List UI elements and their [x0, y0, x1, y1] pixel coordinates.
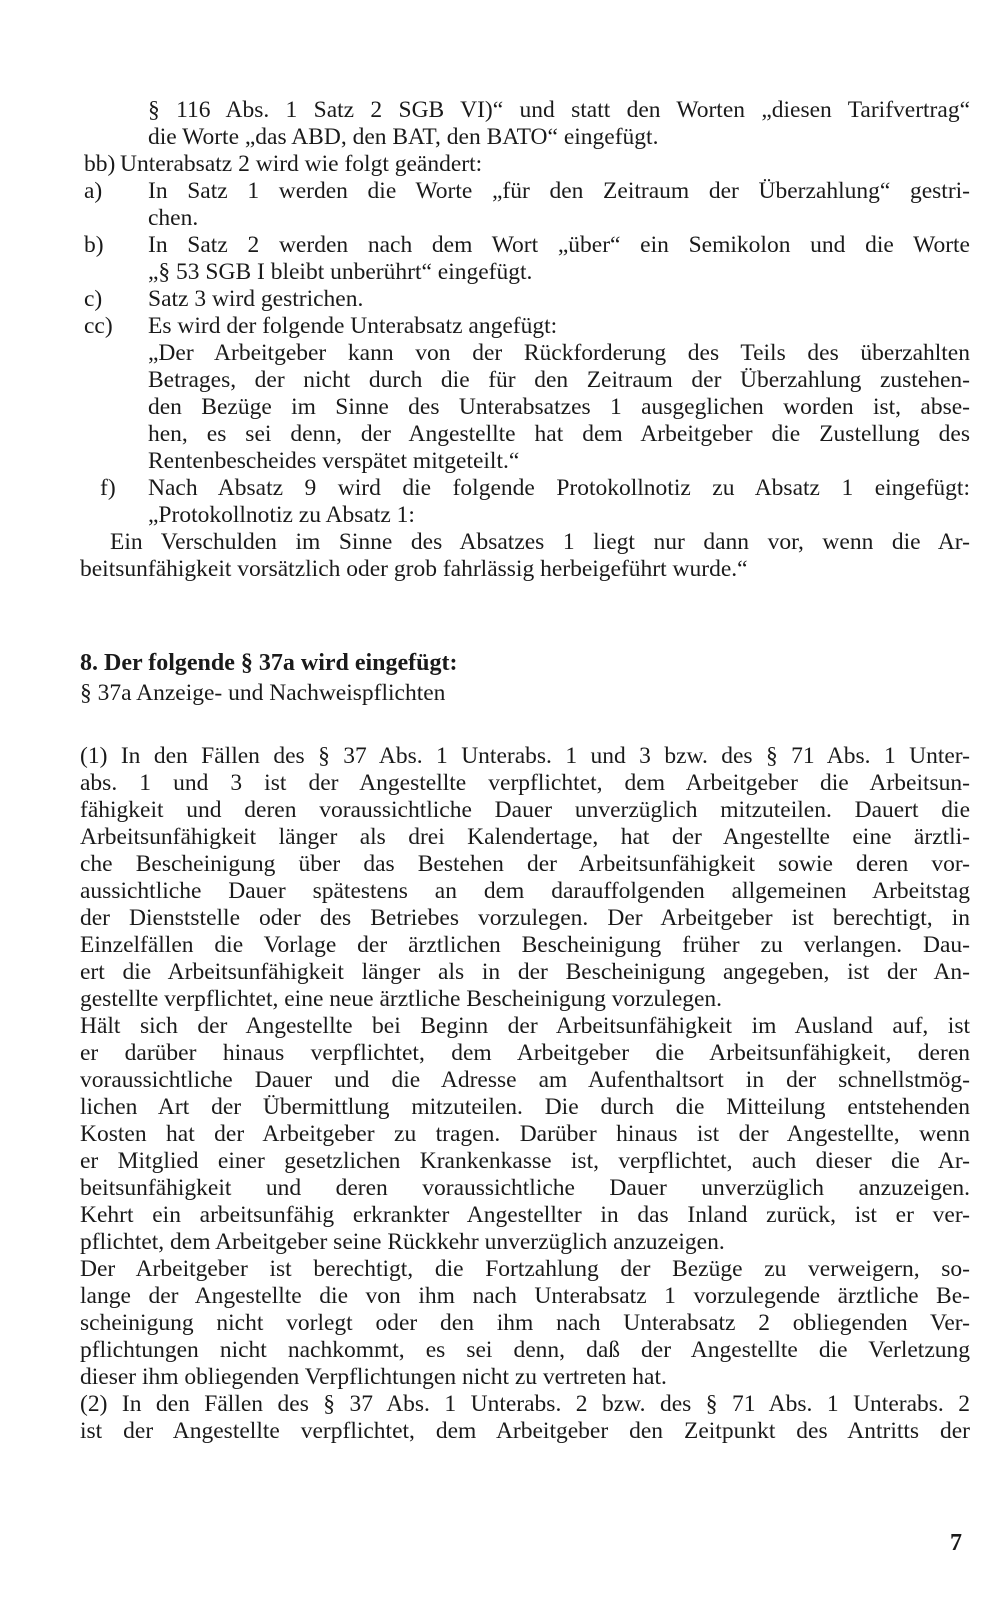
text-line: Rentenbescheides verspätet mitgeteilt.“	[148, 448, 520, 474]
list-label: a)	[84, 178, 103, 204]
text-line: Satz 3 wird gestrichen.	[148, 286, 364, 312]
text-line: Betrages, der nicht durch die für den Zeitraum der Überzahlung zustehen-	[148, 367, 970, 393]
text-line: § 116 Abs. 1 Satz 2 SGB VI)“ und statt den Worten „diesen Tarifvertrag“	[148, 97, 970, 123]
text-line: beitsunfähigkeit und deren voraussichtliche Dauer unverzüglich anzuzeigen.	[80, 1175, 970, 1201]
section-title: § 37a Anzeige- und Nachweispflichten	[80, 680, 446, 706]
text-line: Der Arbeitgeber ist berechtigt, die Fortzahlung der Bezüge zu verweigern, so-	[80, 1256, 970, 1282]
text-line: hen, es sei denn, der Angestellte hat dem Arbeitgeber die Zustellung des	[148, 421, 970, 447]
text-line: der Dienststelle oder des Betriebes vorzulegen. Der Arbeitgeber ist berechtigt, in	[80, 905, 970, 931]
text-line: den Bezüge im Sinne des Unterabsatzes 1 ausgeglichen worden ist, abse-	[148, 394, 970, 420]
text-line: chen.	[148, 205, 199, 231]
page-number: 7	[950, 1530, 962, 1556]
text-line: gestellte verpflichtet, eine neue ärztliche Bescheinigung vorzulegen.	[80, 986, 723, 1012]
text-line: fähigkeit und deren voraussichtliche Dauer unverzüglich mitzuteilen. Dauert die	[80, 797, 970, 823]
text-line: (2) In den Fällen des § 37 Abs. 1 Unterabs. 2 bzw. des § 71 Abs. 1 Unterabs. 2	[80, 1391, 970, 1417]
text-line: (1) In den Fällen des § 37 Abs. 1 Unterabs. 1 und 3 bzw. des § 71 Abs. 1 Unter-	[80, 743, 970, 769]
text-line: abs. 1 und 3 ist der Angestellte verpflichtet, dem Arbeitgeber die Arbeitsun-	[80, 770, 970, 796]
text-line: Nach Absatz 9 wird die folgende Protokollnotiz zu Absatz 1 eingefügt:	[148, 475, 970, 501]
text-line: ist der Angestellte verpflichtet, dem Arbeitgeber den Zeitpunkt des Antritts der	[80, 1418, 970, 1444]
text-line: beitsunfähigkeit vorsätzlich oder grob fahrlässig herbeigeführt wurde.“	[80, 556, 748, 582]
text-line: Kosten hat der Arbeitgeber zu tragen. Darüber hinaus ist der Angestellte, wenn	[80, 1121, 970, 1147]
text-line: lange der Angestellte die von ihm nach Unterabsatz 1 vorzulegende ärztliche Be-	[80, 1283, 970, 1309]
text-line: voraussichtliche Dauer und die Adresse am Aufenthaltsort in der schnellstmög-	[80, 1067, 970, 1093]
text-line: pflichtungen nicht nachkommt, es sei denn, daß der Angestellte die Verletzung	[80, 1337, 970, 1363]
text-line: scheinigung nicht vorlegt oder den ihm nach Unterabsatz 2 obliegenden Ver-	[80, 1310, 970, 1336]
list-label: c)	[84, 286, 103, 312]
text-line: „Protokollnotiz zu Absatz 1:	[148, 502, 415, 528]
text-line: Kehrt ein arbeitsunfähig erkrankter Angestellter in das Inland zurück, ist er ver-	[80, 1202, 970, 1228]
text-line: ert die Arbeitsunfähigkeit länger als in der Bescheinigung angegeben, ist der An-	[80, 959, 970, 985]
text-line: pflichtet, dem Arbeitgeber seine Rückkehr unverzüglich anzuzeigen.	[80, 1229, 725, 1255]
text-line: die Worte „das ABD, den BAT, den BATO“ eingefügt.	[148, 124, 659, 150]
text-line: dieser ihm obliegenden Verpflichtungen nicht zu vertreten hat.	[80, 1364, 667, 1390]
text-line: „§ 53 SGB I bleibt unberührt“ eingefügt.	[148, 259, 533, 285]
section-heading: 8. Der folgende § 37a wird eingefügt:	[80, 650, 458, 676]
text-line: Einzelfällen die Vorlage der ärztlichen Bescheinigung früher zu verlangen. Dau-	[80, 932, 970, 958]
text-line: aussichtliche Dauer spätestens an dem darauffolgenden allgemeinen Arbeitstag	[80, 878, 970, 904]
text-line: Hält sich der Angestellte bei Beginn der Arbeitsunfähigkeit im Ausland auf, ist	[80, 1013, 970, 1039]
text-line: er darüber hinaus verpflichtet, dem Arbeitgeber die Arbeitsunfähigkeit, deren	[80, 1040, 970, 1066]
text-line: lichen Art der Übermittlung mitzuteilen. Die durch die Mitteilung entstehenden	[80, 1094, 970, 1120]
text-line: „Der Arbeitgeber kann von der Rückforderung des Teils des überzahlten	[148, 340, 970, 366]
list-label: f)	[100, 475, 116, 501]
text-line: che Bescheinigung über das Bestehen der Arbeitsunfähigkeit sowie deren vor-	[80, 851, 970, 877]
list-label: bb)	[84, 151, 116, 177]
text-line: Es wird der folgende Unterabsatz angefügt:	[148, 313, 558, 339]
list-label: cc)	[84, 313, 113, 339]
text-line: In Satz 2 werden nach dem Wort „über“ ein Semikolon und die Worte	[148, 232, 970, 258]
text-line: In Satz 1 werden die Worte „für den Zeitraum der Überzahlung“ gestri-	[148, 178, 970, 204]
text-line: Unterabsatz 2 wird wie folgt geändert:	[120, 151, 483, 177]
list-label: b)	[84, 232, 104, 258]
text-line: Arbeitsunfähigkeit länger als drei Kalendertage, hat der Angestellte eine ärztli-	[80, 824, 970, 850]
text-line: Ein Verschulden im Sinne des Absatzes 1 liegt nur dann vor, wenn die Ar-	[110, 529, 970, 555]
text-line: er Mitglied einer gesetzlichen Krankenkasse ist, verpflichtet, auch dieser die Ar-	[80, 1148, 970, 1174]
